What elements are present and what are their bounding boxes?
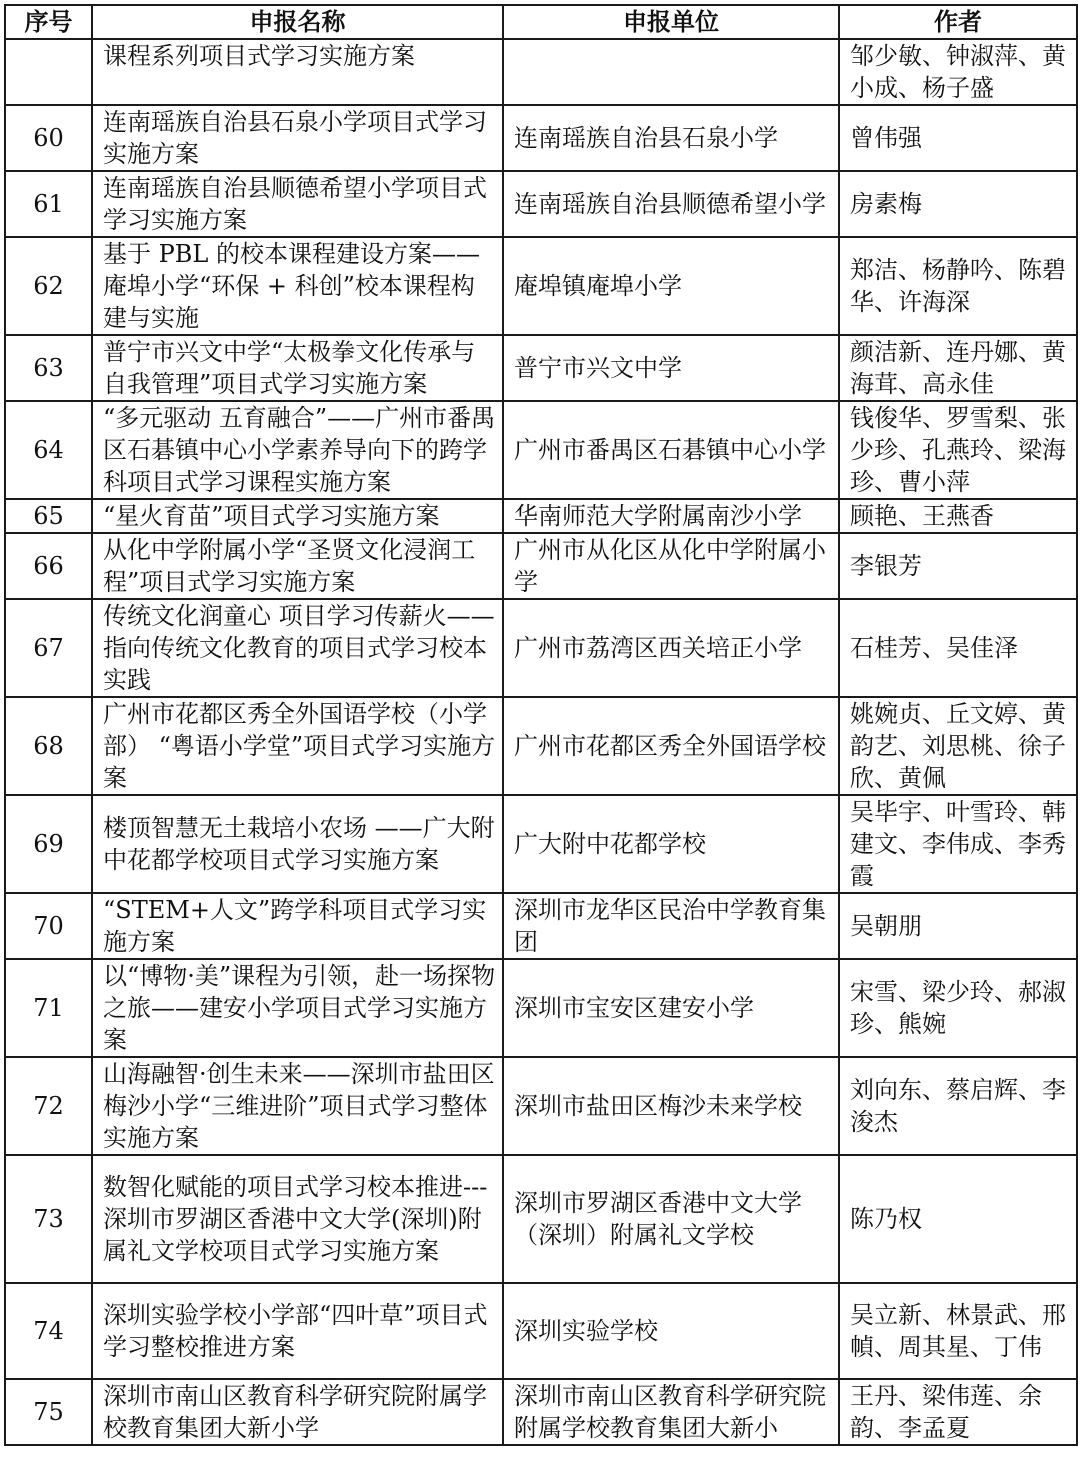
row-name: 连南瑶族自治县顺德希望小学项目式学习实施方案 — [92, 171, 503, 237]
row-no: 63 — [5, 335, 92, 401]
table-row — [5, 1379, 1077, 1445]
row-unit: 深圳市盐田区梅沙未来学校 — [503, 1057, 839, 1155]
header-unit: 申报单位 — [503, 5, 839, 39]
row-name: 从化中学附属小学“圣贤文化浸润工程”项目式学习实施方案 — [92, 533, 503, 599]
table-row — [5, 1283, 1077, 1379]
table-row — [5, 171, 1077, 237]
row-name: “星火育苗”项目式学习实施方案 — [92, 499, 503, 533]
row-author: 曾伟强 — [839, 105, 1077, 171]
row-name: 楼顶智慧无土栽培小农场 ——广大附中花都学校项目式学习实施方案 — [92, 795, 503, 893]
header-author: 作者 — [839, 5, 1077, 39]
row-author: 颜洁新、连丹娜、黄海茸、高永佳 — [839, 335, 1077, 401]
project-table — [4, 4, 1078, 1446]
row-author: 宋雪、梁少玲、郝淑珍、熊婉 — [839, 959, 1077, 1057]
row-unit: 华南师范大学附属南沙小学 — [503, 499, 839, 533]
table-row — [5, 237, 1077, 335]
row-name: 广州市花都区秀全外国语学校（小学部） “粤语小学堂”项目式学习实施方案 — [92, 697, 503, 795]
row-unit: 深圳市宝安区建安小学 — [503, 959, 839, 1057]
row-author: 邹少敏、钟淑萍、黄小成、杨子盛 — [839, 39, 1077, 105]
row-name: 深圳实验学校小学部“四叶草”项目式学习整校推进方案 — [92, 1283, 503, 1379]
table-row — [5, 795, 1077, 893]
row-no: 64 — [5, 401, 92, 499]
table-row — [5, 401, 1077, 499]
header-no: 序号 — [5, 5, 92, 39]
row-no: 67 — [5, 599, 92, 697]
table-row — [5, 105, 1077, 171]
row-no: 69 — [5, 795, 92, 893]
table-row — [5, 335, 1077, 401]
row-author: 郑洁、杨静吟、陈碧华、许海深 — [839, 237, 1077, 335]
row-no: 65 — [5, 499, 92, 533]
row-unit: 广州市番禺区石碁镇中心小学 — [503, 401, 839, 499]
row-no: 71 — [5, 959, 92, 1057]
row-unit: 广州市从化区从化中学附属小学 — [503, 533, 839, 599]
row-no: 74 — [5, 1283, 92, 1379]
row-no: 72 — [5, 1057, 92, 1155]
document-page — [4, 4, 1078, 1446]
row-author: 李银芳 — [839, 533, 1077, 599]
row-no: 70 — [5, 893, 92, 959]
row-author: 顾艳、王燕香 — [839, 499, 1077, 533]
row-author: 王丹、梁伟莲、余韵、李孟夏 — [839, 1379, 1077, 1445]
table-row — [5, 893, 1077, 959]
row-author: 吴朝朋 — [839, 893, 1077, 959]
row-unit: 普宁市兴文中学 — [503, 335, 839, 401]
row-unit: 连南瑶族自治县石泉小学 — [503, 105, 839, 171]
table-row — [5, 599, 1077, 697]
row-no — [5, 39, 92, 105]
header-name: 申报名称 — [92, 5, 503, 39]
header-row — [5, 5, 1077, 39]
row-unit: 深圳实验学校 — [503, 1283, 839, 1379]
row-no: 75 — [5, 1379, 92, 1445]
row-author: 姚婉贞、丘文婷、黄韵艺、刘思桃、徐子欣、黄佩 — [839, 697, 1077, 795]
row-name: 连南瑶族自治县石泉小学项目式学习实施方案 — [92, 105, 503, 171]
row-author: 刘向东、蔡启辉、李浚杰 — [839, 1057, 1077, 1155]
row-unit: 深圳市龙华区民治中学教育集团 — [503, 893, 839, 959]
row-name: “STEM+人文”跨学科项目式学习实施方案 — [92, 893, 503, 959]
row-name: 山海融智·创生未来——深圳市盐田区梅沙小学“三维进阶”项目式学习整体实施方案 — [92, 1057, 503, 1155]
table-row — [5, 533, 1077, 599]
row-unit: 广大附中花都学校 — [503, 795, 839, 893]
row-name: 课程系列项目式学习实施方案 — [92, 39, 503, 105]
row-unit: 连南瑶族自治县顺德希望小学 — [503, 171, 839, 237]
row-name: 普宁市兴文中学“太极拳文化传承与自我管理”项目式学习实施方案 — [92, 335, 503, 401]
row-name: 数智化赋能的项目式学习校本推进---深圳市罗湖区香港中文大学(深圳)附属礼文学校项目式学习实施方案 — [92, 1155, 503, 1283]
row-no: 68 — [5, 697, 92, 795]
row-unit: 庵埠镇庵埠小学 — [503, 237, 839, 335]
row-unit — [503, 39, 839, 105]
table-row — [5, 697, 1077, 795]
row-author: 吴立新、林景武、邢幀、周其星、丁伟 — [839, 1283, 1077, 1379]
row-no: 62 — [5, 237, 92, 335]
row-name: 基于 PBL 的校本课程建设方案——庵埠小学“环保 + 科创”校本课程构建与实施 — [92, 237, 503, 335]
row-author: 钱俊华、罗雪梨、张少珍、孔燕玲、梁海珍、曹小萍 — [839, 401, 1077, 499]
table-row — [5, 959, 1077, 1057]
table-row — [5, 1155, 1077, 1283]
row-name: 传统文化润童心 项目学习传薪火——指向传统文化教育的项目式学习校本实践 — [92, 599, 503, 697]
row-no: 61 — [5, 171, 92, 237]
table-row — [5, 499, 1077, 533]
row-author: 石桂芳、吴佳泽 — [839, 599, 1077, 697]
row-name: 以“博物·美”课程为引领，赴一场探物之旅——建安小学项目式学习实施方案 — [92, 959, 503, 1057]
row-author: 吴毕宇、叶雪玲、韩建文、李伟成、李秀霞 — [839, 795, 1077, 893]
row-unit: 深圳市罗湖区香港中文大学（深圳）附属礼文学校 — [503, 1155, 839, 1283]
row-unit: 广州市荔湾区西关培正小学 — [503, 599, 839, 697]
row-name: “多元驱动 五育融合”——广州市番禺区石碁镇中心小学素养导向下的跨学科项目式学习课程实施方案 — [92, 401, 503, 499]
table-row — [5, 1057, 1077, 1155]
row-unit: 广州市花都区秀全外国语学校 — [503, 697, 839, 795]
row-no: 73 — [5, 1155, 92, 1283]
table-row — [5, 39, 1077, 105]
row-name: 深圳市南山区教育科学研究院附属学校教育集团大新小学 — [92, 1379, 503, 1445]
row-author: 陈乃权 — [839, 1155, 1077, 1283]
row-no: 60 — [5, 105, 92, 171]
row-no: 66 — [5, 533, 92, 599]
row-author: 房素梅 — [839, 171, 1077, 237]
row-unit: 深圳市南山区教育科学研究院附属学校教育集团大新小 — [503, 1379, 839, 1445]
